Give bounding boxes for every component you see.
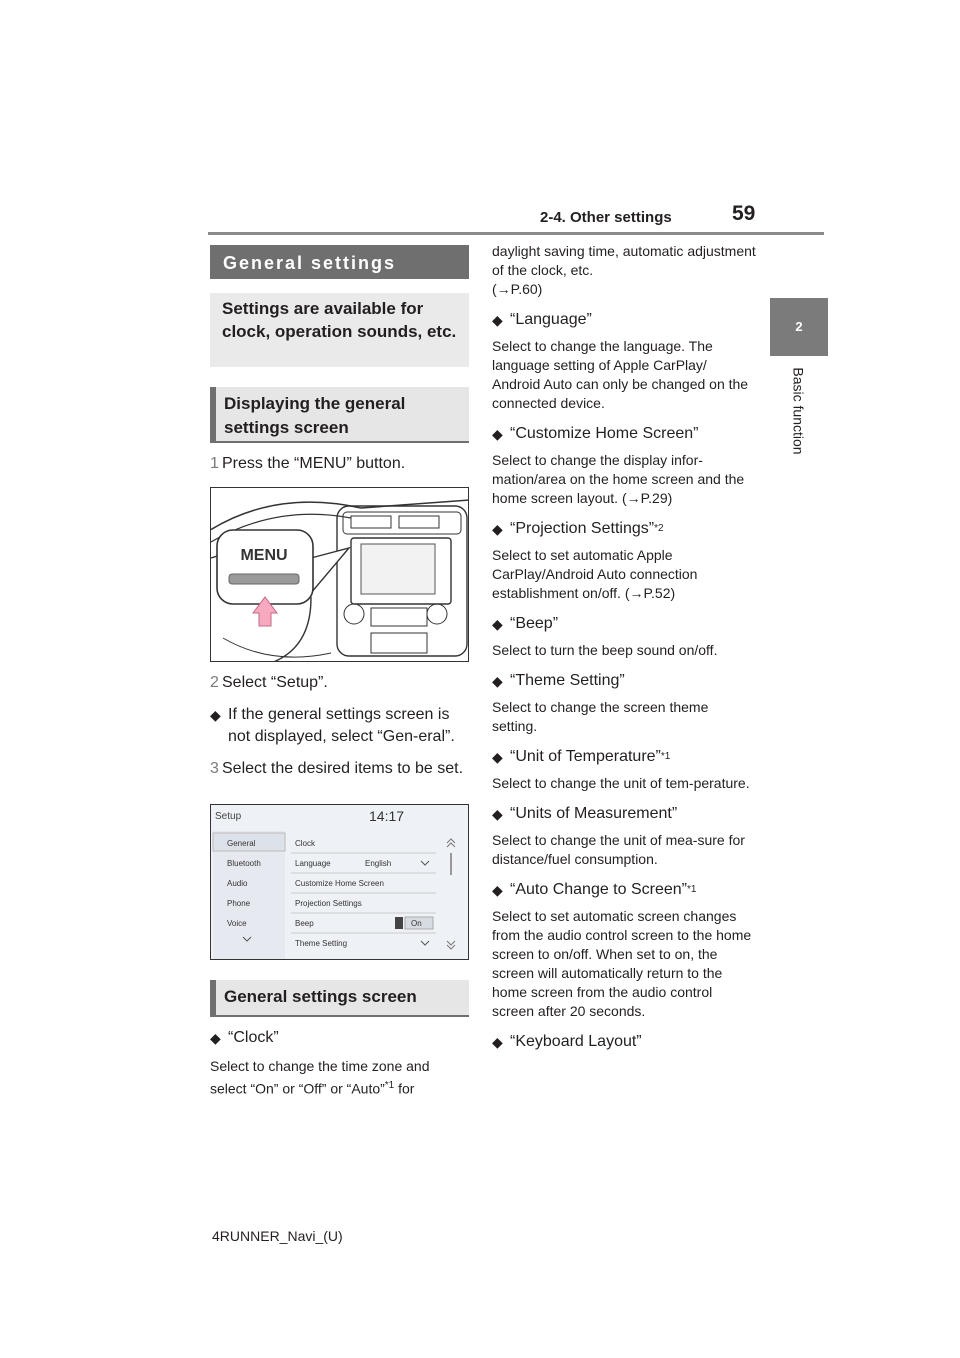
item-description: Select to change the screen theme setting.: [492, 699, 709, 734]
step-1: [210, 453, 469, 475]
bullet-diamond-icon: ◆: [210, 1030, 221, 1046]
item-title: “Theme Setting”: [510, 672, 625, 689]
bullet-diamond-icon: ◆: [492, 673, 503, 689]
step-text: Select the desired items to be set.: [222, 760, 464, 777]
footnote-marker: *1: [687, 884, 697, 895]
left-column: [210, 245, 469, 1099]
settings-item: [492, 613, 756, 635]
item-title: “Projection Settings”: [510, 520, 655, 537]
section-title: 2-4. Other settings: [540, 209, 672, 226]
header-rule: [208, 232, 824, 235]
settings-item: [492, 423, 756, 445]
setup-tab-general: General: [227, 839, 256, 848]
clock-desc-text: Select to change the time zone and select “On” or “Off” or “Auto”: [210, 1058, 430, 1097]
settings-item: [492, 803, 756, 825]
subheading-display: Displaying the general settings screen: [210, 387, 469, 443]
footnote-marker: *1: [660, 751, 671, 762]
settings-item: [492, 1031, 756, 1053]
item-description: [210, 1057, 469, 1099]
step-2: [210, 672, 469, 694]
item-title: “Unit of Temperature”: [510, 748, 661, 765]
item-title: “Auto Change to Screen”: [510, 881, 687, 898]
section-banner: General settings: [210, 245, 469, 279]
setup-language-value: English: [365, 859, 392, 868]
clock-desc-tail: for: [394, 1080, 415, 1097]
bullet-diamond-icon: ◆: [492, 749, 503, 765]
item-title: “Language”: [510, 311, 592, 328]
step-text: Select “Setup”.: [222, 674, 328, 691]
settings-item: [492, 879, 756, 901]
setup-item-theme: Theme Setting: [295, 939, 348, 948]
chapter-tab-label: [758, 367, 840, 455]
settings-item-list: [492, 309, 756, 1053]
item-clock: [210, 1027, 469, 1049]
step-number: 3: [210, 760, 219, 777]
subheading-general-settings: General settings screen: [210, 980, 469, 1017]
bullet-diamond-icon: ◆: [492, 426, 503, 442]
item-description: Select to change the unit of mea-sure for distance/fuel consumption.: [492, 832, 745, 867]
setup-item-language: Language: [295, 859, 331, 868]
menu-label-text: MENU: [240, 547, 288, 564]
item-title: “Customize Home Screen”: [510, 425, 699, 442]
step-3: [210, 758, 469, 780]
setup-tab-audio: Audio: [227, 879, 248, 888]
item-description: Select to change the display infor-mation/area on the home screen and the home screen layout. (→P.29): [492, 452, 745, 506]
settings-item: [492, 518, 756, 540]
footer-doc-id: 4RUNNER_Navi_(U): [212, 1228, 343, 1244]
bullet-diamond-icon: ◆: [492, 806, 503, 822]
setup-item-beep: Beep: [295, 919, 314, 928]
setup-screen-illustration: [210, 804, 469, 960]
bullet-diamond-icon: ◆: [492, 882, 503, 898]
item-description: Select to change the language. The language setting of Apple CarPlay/ Android Auto can only be changed on the connected device.: [492, 338, 749, 411]
bullet-diamond-icon: ◆: [492, 616, 503, 632]
bullet-diamond-icon: ◆: [210, 707, 221, 723]
dashboard-illustration: [210, 487, 469, 662]
setup-tab-phone: Phone: [227, 899, 251, 908]
setup-item-projection: Projection Settings: [295, 899, 362, 908]
item-title: “Clock”: [228, 1029, 279, 1046]
step-text: Press the “MENU” button.: [222, 455, 406, 472]
item-title: “Units of Measurement”: [510, 805, 678, 822]
footnote-marker: *1: [384, 1080, 395, 1091]
bullet-general: [210, 704, 469, 748]
right-column: [492, 242, 756, 1053]
setup-item-customize: Customize Home Screen: [295, 879, 384, 888]
setup-tab-voice: Voice: [227, 919, 247, 928]
bullet-diamond-icon: ◆: [492, 521, 503, 537]
chapter-tab-label-text: Basic function: [791, 367, 808, 455]
item-description: Select to change the unit of tem-perature.: [492, 775, 750, 791]
dashboard-drawing: [211, 488, 469, 662]
item-title: “Beep”: [510, 615, 559, 632]
setup-beep-value: On: [411, 919, 422, 928]
setup-item-clock: Clock: [295, 839, 316, 848]
item-description: Select to set automatic screen changes from the audio control screen to the home screen to on/off. When set to on, the screen will automatically return to the home screen from the audio control screen after 20 seconds.: [492, 908, 752, 1019]
page-number: 59: [732, 202, 756, 225]
settings-item: [492, 746, 756, 768]
setup-title: Setup: [215, 811, 242, 822]
bullet-diamond-icon: ◆: [492, 1034, 503, 1050]
intro-box: Settings are available for clock, operation sounds, etc.: [210, 293, 469, 367]
settings-item: [492, 309, 756, 331]
bullet-diamond-icon: ◆: [492, 312, 503, 328]
setup-time: 14:17: [369, 808, 405, 824]
step-number: 2: [210, 674, 219, 691]
clock-desc-continued: daylight saving time, automatic adjustment of the clock, etc.: [492, 243, 756, 278]
setup-screen-drawing: [211, 805, 469, 960]
settings-item: [492, 670, 756, 692]
bullet-text: If the general settings screen is not displayed, select “Gen-eral”.: [228, 706, 455, 745]
chapter-tab-number: 2: [770, 298, 828, 356]
item-description: Select to turn the beep sound on/off.: [492, 642, 718, 658]
step-number: 1: [210, 455, 219, 472]
item-title: “Keyboard Layout”: [510, 1033, 642, 1050]
setup-tab-bluetooth: Bluetooth: [227, 859, 261, 868]
clock-page-ref: (→P.60): [492, 281, 543, 297]
item-description: Select to set automatic Apple CarPlay/Android Auto connection establishment on/off. (→P.52): [492, 547, 698, 601]
footnote-marker: *2: [654, 523, 664, 534]
